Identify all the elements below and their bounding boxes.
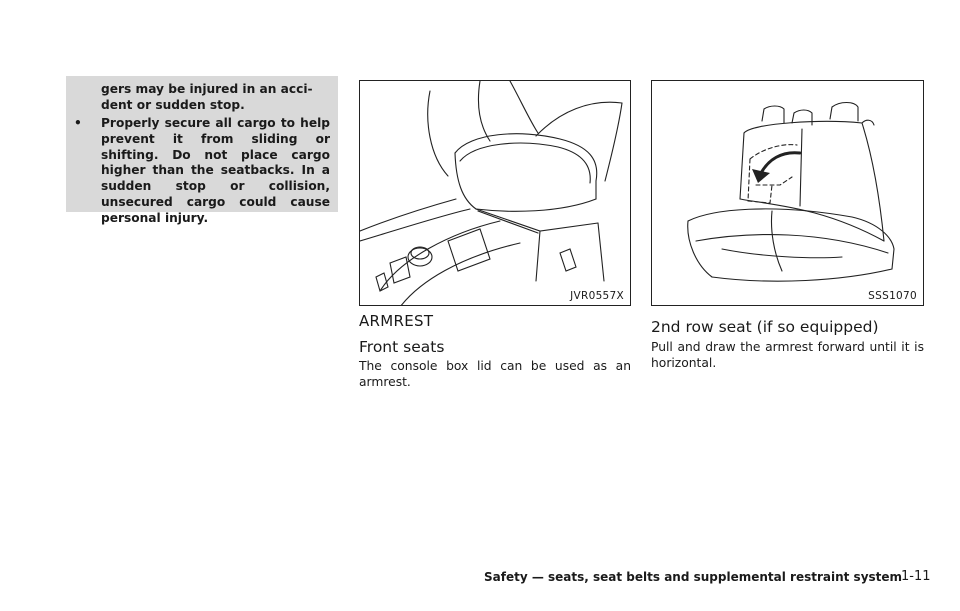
bullet-icon: •	[74, 116, 82, 130]
rear-seat-heading: 2nd row seat (if so equipped)	[651, 318, 879, 336]
figure-rear-armrest	[651, 80, 924, 306]
warning-item	[74, 116, 330, 227]
footer-chapter-title: Safety — seats, seat belts and supplemental restraint system	[484, 570, 903, 584]
section-title: ARMREST	[359, 312, 434, 330]
figure-front-armrest	[359, 80, 631, 306]
rear-seat-armrest-illustration	[652, 81, 924, 306]
warning-item-text: Properly secure all cargo to help prevent it from sliding or shifting. Do not place cargo higher than the seatbacks. In a sudden stop or collision, unsecured cargo could cause personal injury.	[101, 116, 330, 225]
console-armrest-illustration	[360, 81, 631, 306]
figure-code: JVR0557X	[570, 290, 624, 302]
rear-seat-body: Pull and draw the armrest forward until it is horizontal.	[651, 340, 924, 370]
page-number: 1-11	[901, 569, 931, 584]
front-seats-heading: Front seats	[359, 338, 445, 356]
warning-continuation-text: gers may be injured in an acci-dent or sudden stop.	[101, 82, 313, 112]
figure-code: SSS1070	[868, 290, 917, 302]
front-seats-body: The console box lid can be used as an armrest.	[359, 359, 631, 389]
warning-list	[74, 116, 330, 227]
